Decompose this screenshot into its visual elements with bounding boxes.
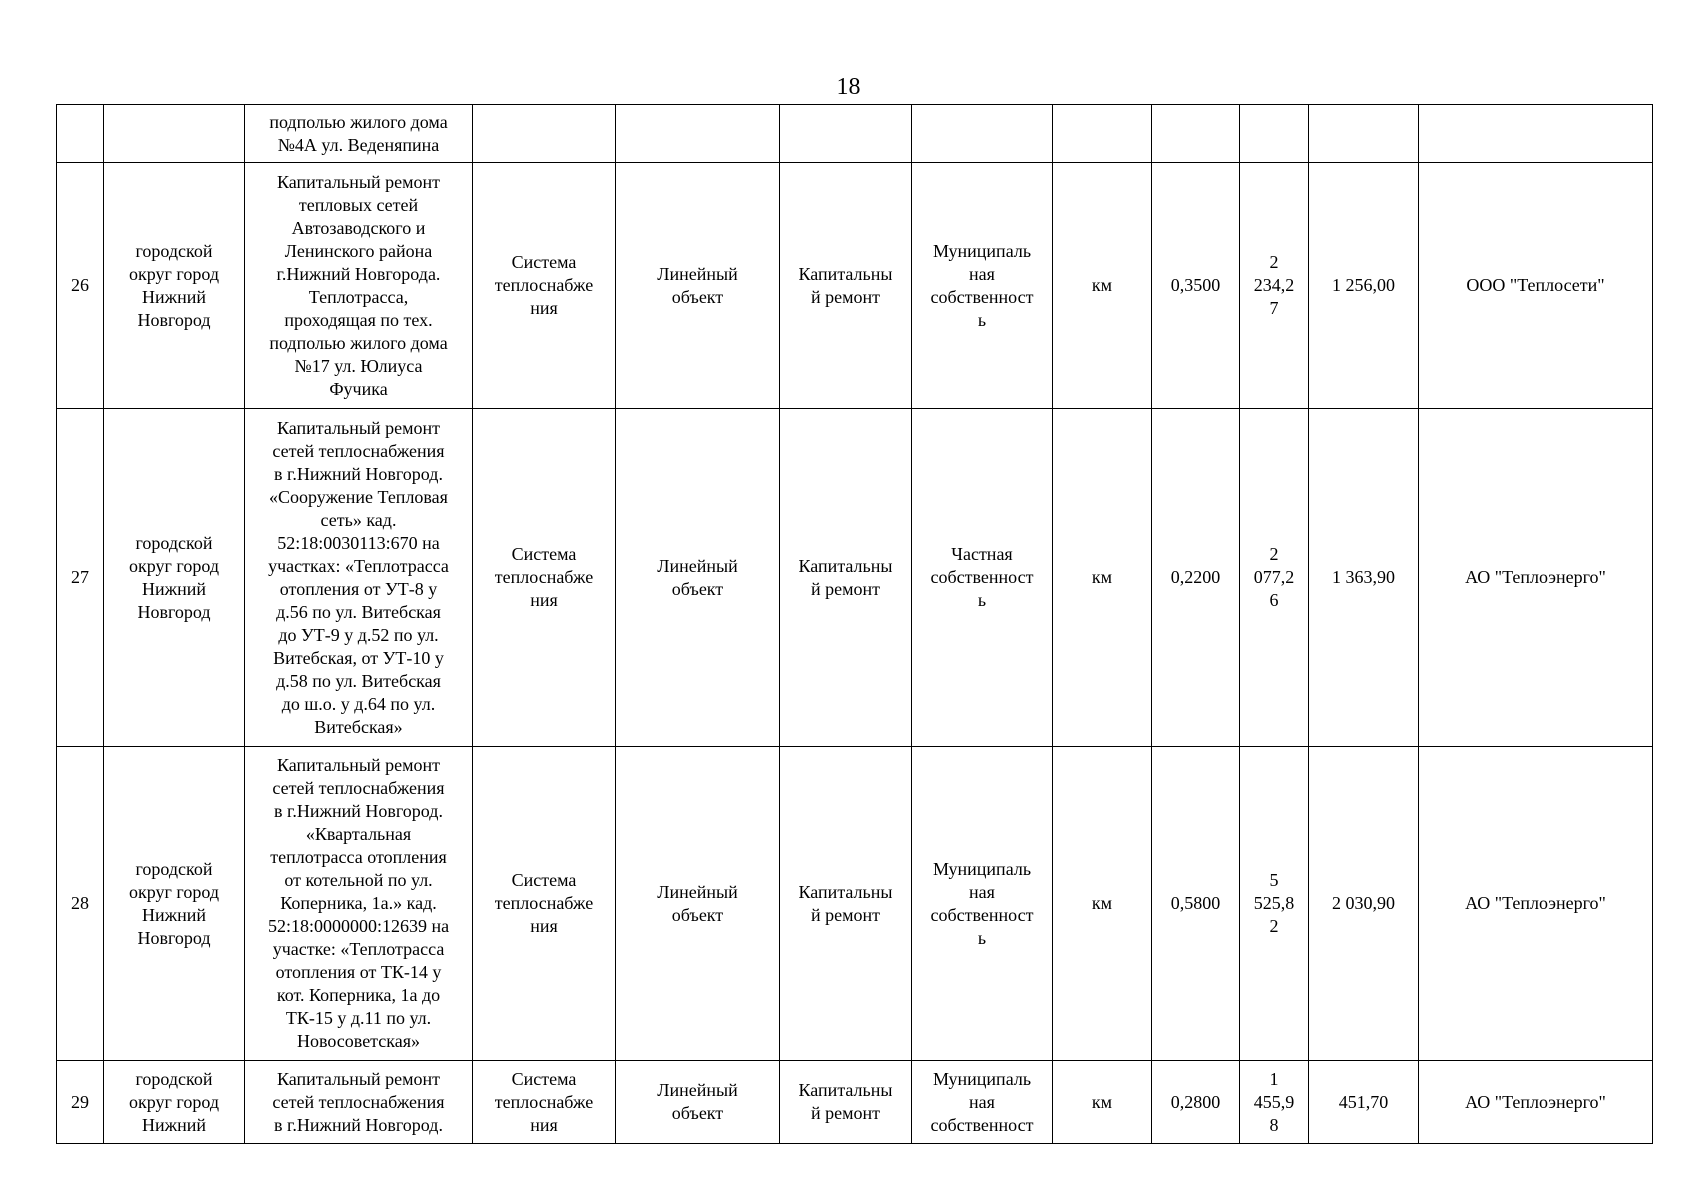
cell-unit — [1053, 1061, 1152, 1144]
cell-line: Ленинского района — [284, 240, 433, 261]
cell-text: 0,5800 — [1170, 893, 1221, 913]
cell-line: Система — [511, 252, 577, 272]
cell-line: до ш.о. у д.64 по ул. — [281, 693, 436, 714]
cell-unit — [1053, 747, 1152, 1061]
cell-system — [473, 105, 616, 163]
cell-cost-value — [1309, 409, 1419, 747]
cell-line: городской — [135, 1068, 213, 1089]
cell-line: Коперника, 1а.» кад. — [280, 893, 437, 913]
cell-line: Капитальный ремонт — [277, 171, 440, 192]
cell-line: участке: «Теплотрасса — [272, 939, 445, 959]
cell-text: км — [1091, 567, 1113, 587]
cell-cost-value — [1309, 747, 1419, 1061]
cell-length — [1152, 409, 1240, 747]
cell-work-type — [780, 409, 912, 747]
table-row — [57, 1061, 1653, 1144]
cell-line: сетей теплоснабжения — [272, 1091, 445, 1112]
cell-line: округ город — [129, 881, 219, 902]
works-table — [56, 104, 1653, 1144]
cell-ownership — [912, 747, 1053, 1061]
cell-line: 5 — [1269, 870, 1279, 890]
cell-line: собственност — [930, 1114, 1034, 1135]
cell-cost-total — [1240, 105, 1309, 163]
table-row — [57, 105, 1653, 163]
cell-unit — [1053, 163, 1152, 409]
cell-cost-value — [1309, 163, 1419, 409]
cell-number — [57, 1061, 104, 1144]
cell-number — [57, 747, 104, 1061]
cell-line: ная — [969, 881, 995, 902]
cell-description — [245, 105, 473, 163]
cell-line: теплоснабже — [494, 275, 594, 295]
cell-line: й ремонт — [810, 578, 880, 599]
cell-length — [1152, 1061, 1240, 1144]
cell-line: отопления от ТК-14 у — [275, 962, 442, 982]
cell-line: 234,2 — [1253, 275, 1295, 295]
cell-line: собственност — [930, 286, 1034, 307]
cell-cost-value — [1309, 105, 1419, 163]
cell-line: 2 — [1269, 916, 1279, 936]
cell-territory — [104, 747, 245, 1061]
cell-line: теплоснабже — [494, 893, 594, 913]
cell-line: 1 — [1269, 1068, 1279, 1089]
table-row — [57, 747, 1653, 1061]
cell-line: теплоснабже — [494, 1091, 594, 1112]
cell-line: до УТ-9 у д.52 по ул. — [278, 624, 439, 645]
cell-object-type — [616, 1061, 780, 1144]
cell-line: Новгород — [137, 601, 211, 622]
cell-territory — [104, 105, 245, 163]
cell-line: Нижний — [142, 578, 206, 599]
table-row — [57, 163, 1653, 409]
cell-description — [245, 409, 473, 747]
cell-work-type — [780, 747, 912, 1061]
cell-line: сетей теплоснабжения — [272, 778, 445, 798]
cell-text: 2 030,90 — [1332, 893, 1395, 913]
cell-line: Капитальный ремонт — [277, 1068, 440, 1089]
cell-line: й ремонт — [810, 1103, 880, 1123]
cell-line: 52:18:0030113:670 на — [277, 532, 440, 553]
cell-text: 27 — [71, 567, 89, 587]
cell-line: Муниципаль — [932, 240, 1032, 261]
cell-number — [57, 105, 104, 163]
cell-line: Линейный — [657, 1080, 738, 1100]
cell-line: й ремонт — [810, 286, 880, 307]
cell-organization — [1419, 163, 1653, 409]
cell-line: в г.Нижний Новгород. — [274, 463, 443, 484]
cell-line: 525,8 — [1253, 893, 1295, 913]
cell-line: Нижний — [142, 286, 206, 307]
cell-line: подполью жилого дома — [269, 332, 448, 353]
cell-text: 28 — [71, 893, 89, 913]
cell-line: Муниципаль — [932, 858, 1032, 879]
cell-unit — [1053, 105, 1152, 163]
cell-line: в г.Нижний Новгород. — [274, 801, 443, 821]
cell-line: г.Нижний Новгорода. — [276, 263, 441, 284]
cell-number — [57, 409, 104, 747]
cell-system — [473, 747, 616, 1061]
cell-text: АО "Теплоэнерго" — [1465, 567, 1606, 587]
cell-line: Система — [511, 870, 577, 890]
cell-line: объект — [671, 286, 724, 307]
cell-line: округ город — [129, 263, 219, 284]
cell-cost-total — [1240, 747, 1309, 1061]
cell-length — [1152, 747, 1240, 1061]
cell-line: подполью жилого дома — [269, 111, 448, 132]
cell-work-type — [780, 163, 912, 409]
cell-organization — [1419, 409, 1653, 747]
cell-line: №17 ул. Юлиуса — [294, 355, 423, 376]
cell-line: Капитальный ремонт — [277, 755, 440, 775]
cell-line: Капитальный ремонт — [277, 417, 440, 438]
cell-line: теплотрасса отопления — [270, 847, 447, 867]
cell-line: Муниципаль — [932, 1068, 1032, 1089]
cell-line: ния — [530, 298, 558, 318]
cell-line: в г.Нижний Новгород. — [274, 1114, 443, 1135]
cell-line: 52:18:0000000:12639 на — [267, 916, 450, 936]
cell-line: Витебская» — [314, 716, 403, 737]
cell-description — [245, 1061, 473, 1144]
cell-line: ния — [530, 1114, 558, 1135]
cell-text: км — [1091, 1091, 1113, 1112]
cell-line: теплоснабже — [494, 567, 594, 587]
cell-length — [1152, 163, 1240, 409]
cell-line: ТК-15 у д.11 по ул. — [285, 1008, 432, 1028]
cell-object-type — [616, 409, 780, 747]
cell-line: ь — [977, 590, 987, 610]
cell-ownership — [912, 409, 1053, 747]
cell-line: ния — [530, 916, 558, 936]
cell-text: ООО "Теплосети" — [1466, 275, 1605, 295]
cell-line: тепловых сетей — [298, 194, 419, 215]
cell-work-type — [780, 105, 912, 163]
cell-line: Новгород — [137, 309, 211, 330]
cell-line: «Сооружение Тепловая — [269, 486, 448, 507]
page-number: 18 — [836, 74, 861, 100]
cell-territory — [104, 1061, 245, 1144]
cell-line: д.56 по ул. Витебская — [276, 601, 441, 622]
cell-line: «Квартальная — [305, 824, 412, 844]
cell-territory — [104, 409, 245, 747]
cell-line: отопления от УТ-8 у — [279, 578, 438, 599]
cell-unit — [1053, 409, 1152, 747]
cell-organization — [1419, 105, 1653, 163]
cell-line: городской — [135, 858, 213, 879]
cell-line: й ремонт — [810, 904, 880, 925]
cell-text: 0,2800 — [1170, 1091, 1221, 1112]
table-row — [57, 409, 1653, 747]
cell-line: Капитальны — [798, 1080, 893, 1100]
cell-line: Нижний — [142, 1114, 206, 1135]
cell-organization — [1419, 1061, 1653, 1144]
cell-line: проходящая по тех. — [284, 309, 433, 330]
cell-line: Капитальны — [798, 555, 893, 576]
cell-line: 2 — [1269, 252, 1279, 272]
cell-territory — [104, 163, 245, 409]
cell-line: округ город — [129, 555, 219, 576]
cell-text: АО "Теплоэнерго" — [1465, 893, 1606, 913]
cell-line: Фучика — [329, 378, 388, 399]
cell-cost-total — [1240, 163, 1309, 409]
cell-line: ь — [977, 927, 987, 948]
cell-text: 0,3500 — [1170, 275, 1221, 295]
cell-line: Нижний — [142, 904, 206, 925]
cell-organization — [1419, 747, 1653, 1061]
cell-description — [245, 163, 473, 409]
cell-text: 451,70 — [1338, 1091, 1389, 1112]
cell-line: кот. Коперника, 1а до — [276, 985, 441, 1005]
cell-line: собственност — [930, 904, 1034, 925]
cell-description — [245, 747, 473, 1061]
cell-line: ная — [969, 1091, 995, 1112]
cell-line: ь — [977, 309, 987, 330]
cell-work-type — [780, 1061, 912, 1144]
cell-line: Капитальны — [798, 263, 893, 284]
cell-line: объект — [671, 1103, 724, 1123]
cell-line: участках: «Теплотрасса — [268, 555, 449, 576]
cell-ownership — [912, 1061, 1053, 1144]
cell-system — [473, 1061, 616, 1144]
cell-line: Витебская, от УТ-10 у — [273, 647, 444, 668]
cell-text: 26 — [71, 275, 89, 295]
cell-line: 8 — [1269, 1114, 1279, 1135]
cell-object-type — [616, 105, 780, 163]
cell-line: Новгород — [137, 927, 211, 948]
cell-line: №4А ул. Веденяпина — [277, 134, 440, 155]
cell-line: собственност — [930, 567, 1034, 587]
cell-ownership — [912, 163, 1053, 409]
cell-cost-value — [1309, 1061, 1419, 1144]
cell-line: Теплотрасса, — [308, 286, 409, 307]
cell-line: Автозаводского и — [291, 217, 426, 238]
cell-text: 29 — [71, 1091, 89, 1112]
cell-length — [1152, 105, 1240, 163]
cell-text: км — [1091, 275, 1113, 295]
cell-line: ная — [969, 263, 995, 284]
cell-line: Система — [511, 544, 577, 564]
cell-line: городской — [135, 240, 213, 261]
cell-ownership — [912, 105, 1053, 163]
cell-text: 0,2200 — [1170, 567, 1221, 587]
cell-line: 077,2 — [1253, 567, 1295, 587]
cell-cost-total — [1240, 409, 1309, 747]
cell-line: городской — [135, 532, 213, 553]
cell-line: Линейный — [657, 263, 738, 284]
cell-line: 455,9 — [1253, 1091, 1295, 1112]
cell-line: Частная — [951, 544, 1013, 564]
cell-line: Линейный — [657, 881, 738, 902]
cell-system — [473, 163, 616, 409]
cell-line: Капитальны — [798, 881, 893, 902]
cell-line: объект — [671, 578, 724, 599]
cell-line: сетей теплоснабжения — [272, 440, 445, 461]
cell-text: 1 363,90 — [1332, 567, 1395, 587]
cell-line: округ город — [129, 1091, 219, 1112]
cell-line: 6 — [1269, 590, 1279, 610]
cell-line: ния — [530, 590, 558, 610]
cell-object-type — [616, 747, 780, 1061]
cell-system — [473, 409, 616, 747]
cell-object-type — [616, 163, 780, 409]
cell-line: сеть» кад. — [320, 509, 397, 530]
cell-text: АО "Теплоэнерго" — [1465, 1091, 1606, 1112]
cell-cost-total — [1240, 1061, 1309, 1144]
cell-line: Система — [511, 1068, 577, 1089]
cell-line: от котельной по ул. — [284, 870, 433, 890]
cell-line: 2 — [1269, 544, 1279, 564]
cell-number — [57, 163, 104, 409]
cell-line: объект — [671, 904, 724, 925]
cell-line: 7 — [1269, 298, 1279, 318]
cell-line: Новосоветская» — [296, 1031, 420, 1051]
cell-line: Линейный — [657, 555, 738, 576]
cell-line: д.58 по ул. Витебская — [276, 670, 441, 691]
cell-text: 1 256,00 — [1332, 275, 1395, 295]
cell-text: км — [1091, 893, 1113, 913]
